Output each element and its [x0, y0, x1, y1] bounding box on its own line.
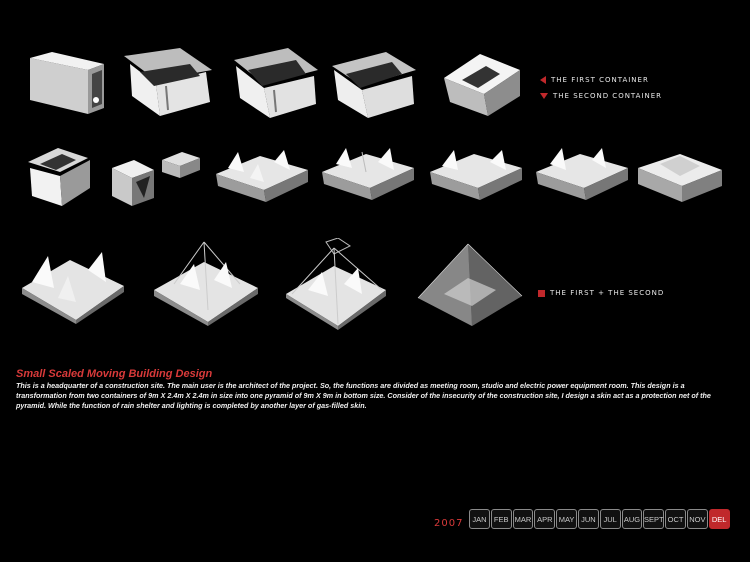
- month-mar[interactable]: MAR: [513, 509, 534, 529]
- render-container-5: [440, 52, 522, 118]
- legend-first-container: [540, 76, 649, 84]
- month-oct[interactable]: OCT: [665, 509, 686, 529]
- render-step-1: [26, 146, 96, 210]
- render-pyramid-2: [150, 240, 262, 326]
- render-step-4: [320, 146, 418, 202]
- render-step-5: [428, 146, 526, 202]
- render-step-2a: [110, 158, 158, 208]
- project-description: This is a headquarter of a construction site. The main user is the architect of the project. So, the functions are divided as meeting room, studio and electric power equipment room. This design is a transformation from two containers of 9m X 2.4m X 2.4m in size into one pyramid of 9m X 9m in bottom size. Consider of the insecurity of the construction site, I design a skin act as a protection net of the pyramid. While the function of rain shelter and lighting is completed by another layer of gas-filled skin.: [16, 381, 711, 410]
- render-step-3: [214, 148, 312, 204]
- arrow-down-icon: [540, 93, 548, 99]
- month-apr[interactable]: APR: [534, 509, 555, 529]
- month-sept[interactable]: SEPT: [643, 509, 664, 529]
- legend-second-label: THE SECOND CONTAINER: [553, 92, 663, 100]
- legend-first-label: THE FIRST CONTAINER: [551, 76, 649, 84]
- legend-combined: [538, 289, 664, 297]
- month-may[interactable]: MAY: [556, 509, 577, 529]
- month-del[interactable]: DEL: [709, 509, 730, 529]
- render-container-1: [26, 50, 106, 122]
- project-title: Small Scaled Moving Building Design: [16, 368, 213, 380]
- render-pyramid-final: [414, 238, 524, 328]
- render-container-2: [120, 46, 216, 120]
- month-jun[interactable]: JUN: [578, 509, 599, 529]
- month-aug[interactable]: AUG: [622, 509, 643, 529]
- year-label: 2007: [434, 518, 464, 529]
- month-jan[interactable]: JAN: [469, 509, 490, 529]
- legend-second-container: [540, 92, 662, 100]
- square-icon: [538, 290, 545, 297]
- legend-combined-label: THE FIRST + THE SECOND: [550, 289, 665, 297]
- render-pyramid-1: [18, 242, 128, 324]
- render-container-3: [230, 46, 322, 120]
- render-step-7: [636, 148, 726, 206]
- render-container-4: [330, 48, 420, 120]
- render-step-2b: [160, 148, 204, 180]
- render-step-6: [534, 146, 632, 202]
- month-nov[interactable]: NOV: [687, 509, 708, 529]
- render-pyramid-3: [282, 238, 390, 330]
- arrow-left-icon: [540, 76, 546, 84]
- month-feb[interactable]: FEB: [491, 509, 512, 529]
- month-jul[interactable]: JUL: [600, 509, 621, 529]
- month-nav: [469, 509, 730, 529]
